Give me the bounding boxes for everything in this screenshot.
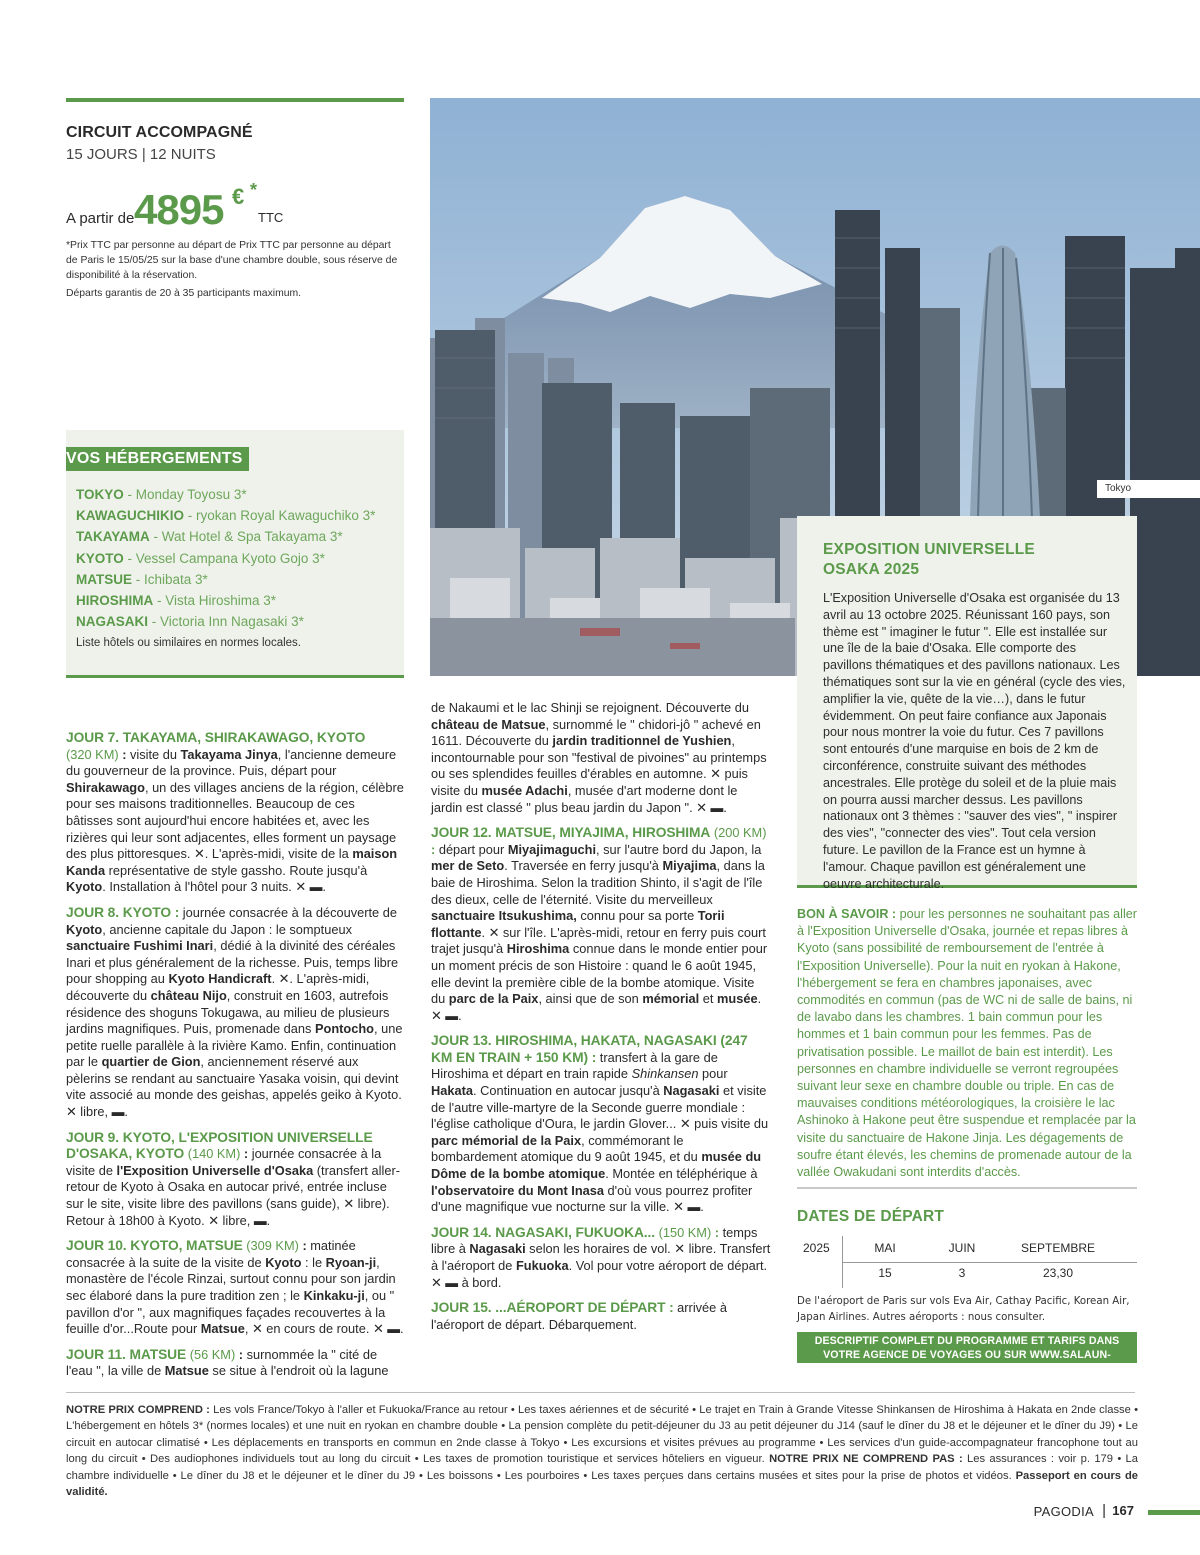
dates-year: 2025 <box>803 1241 830 1255</box>
circuit-title: CIRCUIT ACCOMPAGNÉ <box>66 124 253 141</box>
dates-day: 23,30 <box>1042 1266 1074 1280</box>
day-9: JOUR 9. KYOTO, L'EXPOSITION UNIVERSELLE D'OSAKA, KYOTO (140 KM) : journée consacrée à la visite de l'Exposition Universelle d'Osaka (transfert aller-retour de Kyoto à Osaka en autocar privé, entrée incluse sur le site, visite libre des pavillons (sans guide), ✕ libre). Retour à 18h00 à Kyoto. ✕ libre, ▬. <box>66 1129 400 1228</box>
day-10: JOUR 10. KYOTO, MATSUE (309 KM) : matinée consacrée à la suite de la visite de Kyoto : le Ryoan-ji, monastère de l'école Rinzai, surtout connu pour son jardin sec élaboré dans la pure tradition zen ; le Kinkaku-ji, ou " pavillon d'or ", aux magnifiques façades recouvertes à la feuille d'or...Route pour Matsue, ✕ en cours de route. ✕ ▬. <box>66 1238 404 1337</box>
inclusions-text: NOTRE PRIX COMPREND : Les vols France/Tokyo à l'aller et Fukuoka/France au retour • Les taxes aériennes et de sécurité • Le trajet en Train à Grande Vitesse Shinkansen de Hiroshima à Hakata en 2nde classe • L'hébergement en hôtels 3* (normes locales) et une nuit en ryokan en chambre double • La pension complète du petit-déjeuner du J3 au petit déjeuner du J14 (sauf le dîner du J8 et le déjeuner et le dîner du J9) • Le circuit en autocar climatisé • Les déplacements en transports en commun en 2nde classe à Tokyo • Les excursions et visites prévues au programme • Les services d'un guide-accompagnateur francophone tout au long du circuit • Des audiophones individuels tout au long du circuit • Les taxes de promotion touristique et services hôteliers en vigueur. NOTRE PRIX NE COMPREND PAS : Les assurances : voir p. 179 • La chambre individuelle • Le dîner du J8 et le déjeuner et le dîner du J9 • Les boissons • Les pourboires • Les taxes perçues dans certains musées et sites pour la prise de photos et vidéos. Passeport en cours de validité. <box>66 1404 1138 1499</box>
expo-text: L'Exposition Universelle d'Osaka est organisée du 13 avril au 13 octobre 2025. Réunissant 160 pays, son thème est " imaginer le futur ". Elle est installée sur une île de la baie d'Osaka. Elle comporte des pavillons thématiques et des pavillons nationaux. Les thématiques sont sur la vie en général (cycle des vies, amplifier la vie, quête de la vie…), dans le futur évidemment. On peut faire confiance aux Japonais pour nous montrer la voie du futur. Ces 7 pavillons sont entourés d'une marquise en bois de 2 km de circonférence, construite suivant des méthodes ancestrales. Elle protège du soleil et de la pluie mais on pourra aussi marcher dessus. Les pavillons nationaux ont 3 thèmes : "sauver des vies", " inspirer des vies", "connecter des vies". Tout cela version future. Le pavillon de la France est un hymne à l'amour. Chaque pavillon est généralement une oeuvre architecturale. <box>823 591 1126 891</box>
photo-caption: Tokyo <box>1097 480 1200 498</box>
price-currency: € <box>232 184 245 209</box>
dates-table <box>797 1236 1137 1288</box>
itinerary-column-2 <box>431 700 771 1342</box>
day-8: JOUR 8. KYOTO : journée consacrée à la découverte de Kyoto, ancienne capitale du Japon : le somptueux sanctuaire Fushimi Inari, dédié à la divinité des céréales Inari et plus généralement de la richesse. Puis, temps libre pour shopping au Kyoto Handicraft. ✕. L'après-midi, découverte du château Nijo, construit en 1603, autrefois résidence des shoguns Tokugawa, au milieu de plusieurs jardins magnifiques. Puis, promenade dans Pontocho, une petite ruelle parallèle à la rivière Kamo. Enfin, continuation par le quartier de Gion, anciennement réservé aux pèlerins se rendant au sanctuaire Yasaka voisin, qui devint vite associé au monde des geishas, appelés geiko à Kyoto. ✕ libre, ▬. <box>66 904 403 1120</box>
list-item: MATSUE - Ichibata 3* <box>76 571 208 587</box>
day-15: JOUR 15. ...AÉROPORT DE DÉPART : arrivée à l'aéroport de départ. Débarquement. <box>431 1300 727 1332</box>
page-number: 167 <box>1112 1503 1134 1518</box>
price-amount: 4895 <box>134 186 224 233</box>
price-suffix: TTC <box>258 210 284 225</box>
day-11-continued: de Nakaumi et le lac Shinji se rejoignent. Découverte du château de Matsue, surnommé le " chidori-jô " achevé en 1611. Découverte du jardin traditionnel de Yushien, incontournable pour son "festival de pivoines" au printemps ou ses splendides feuilles d'érables en automne. ✕ puis visite du musée Adachi, musée d'art moderne dont le jardin est classé " plus beau jardin du Japon ". ✕ ▬. <box>431 700 767 815</box>
price-departs: Départs garantis de 20 à 35 participants maximum. <box>66 288 302 299</box>
dates-month: MAI <box>874 1241 896 1255</box>
hotel-list <box>76 484 375 632</box>
hotels-title: VOS HÉBERGEMENTS <box>66 447 249 471</box>
itinerary-column-1 <box>66 730 404 1389</box>
price-asterisk: * <box>250 180 258 200</box>
list-item: HIROSHIMA - Vista Hiroshima 3* <box>76 593 277 609</box>
price-block <box>66 180 396 236</box>
top-accent-rule <box>66 98 404 102</box>
circuit-duration: 15 JOURS | 12 NUITS <box>66 146 216 163</box>
price-prefix: A partir de <box>66 210 135 227</box>
expo-box <box>797 516 1137 891</box>
footer-accent-bar <box>1148 1510 1200 1515</box>
list-item: TOKYO - Monday Toyosu 3* <box>76 487 247 502</box>
good-to-know: BON À SAVOIR : pour les personnes ne souhaitant pas aller à l'Exposition Universelle d'Osaka, journée et repas libres à Kyoto (sans possibilité de remboursement de l'entrée à l'Exposition Universelle). Pour la nuit en ryokan à Hakone, l'hébergement se fera en chambres japonaises, avec commodités en commun (pas de WC ni de salle de bains, ni de lavabo dans les chambres. 1 bain commun pour les hommes et 1 bain commun pour les femmes. Pas de privatisation possible. Le maillot de bain est interdit). Les personnes en chambre individuelle se verront regroupées suivant leur sexe en chambre double ou triple. En cas de mauvaises conditions météorologiques, la croisière le lac Ashinoko à Hakone peut être suspendue et remplacée par la visite du sanctuaire de Hakone Jinja. Les dégagements de soufre étant élevés, les chemins de promenade autour de la vallée Owakudani sont interdits d'accès. <box>797 907 1137 1180</box>
expo-title: EXPOSITION UNIVERSELLE OSAKA 2025 <box>823 541 1035 578</box>
inclusions-divider <box>66 1392 1135 1393</box>
list-item: KAWAGUCHIKIO - ryokan Royal Kawaguchiko 3* <box>76 508 376 524</box>
list-item: KYOTO - Vessel Campana Kyoto Gojo 3* <box>76 550 325 566</box>
dates-day: 3 <box>958 1266 966 1280</box>
dates-title: DATES DE DÉPART <box>797 1208 945 1225</box>
day-11: JOUR 11. MATSUE (56 KM) : surnommée la " cité de l'eau ", la ville de Matsue se situe à l'endroit où la lagune <box>66 1346 389 1379</box>
day-12: JOUR 12. MATSUE, MIYAJIMA, HIROSHIMA (200 KM) : départ pour Miyajimaguchi, sur l'autre bord du Japon, la mer de Seto. Traversée en ferry jusqu'à Miyajima, dans la baie de Hiroshima. Selon la tradition Shinto, il s'agit de l'île des dieux, celle de l'éternité. Visite du merveilleux sanctuaire Itsukushima, connu pour sa porte Torii flottante. ✕ sur l'île. L'après-midi, retour en ferry puis court trajet jusqu'à Hiroshima connue dans le monde entier pour un moment précis de son Histoire : quand le 6 août 1945, elle devint la première cible de la bombe atomique. Visite du parc de la Paix, ainsi que de son mémorial et musée. ✕ ▬. <box>431 825 768 1023</box>
dates-month: JUIN <box>948 1241 976 1255</box>
day-7: JOUR 7. TAKAYAMA, SHIRAKAWAGO, KYOTO (320 KM) : visite du Takayama Jinya, l'ancienne demeure du gouverneur de la province. Puis, départ pour Shirakawago, un des villages anciens de la région, célèbre pour ses maisons traditionnelles. Beaucoup de ces bâtisses sont aujourd'hui encore habitées et, avec les rizières qui leur sont adjacentes, elles forment un paysage des plus pittoresques. ✕. L'après-midi, visite de la maison Kanda représentative de style gassho. Route jusqu'à Kyoto. Installation à l'hôtel pour 3 nuits. ✕ ▬. <box>66 730 404 895</box>
day-14: JOUR 14. NAGASAKI, FUKUOKA... (150 KM) : temps libre à Nagasaki selon les horaires de vol. ✕ libre. Transfert à l'aéroport de Fukuoka. Vol pour votre aéroport de départ. ✕ ▬ à bord. <box>431 1224 771 1290</box>
dates-divider <box>797 1187 1137 1189</box>
price-note: *Prix TTC par personne au départ de Prix TTC par personne au départ de Paris le 15/05/25 sur la base d'une chambre double, sous réserve de disponibilité à la réservation. <box>66 240 398 281</box>
page-footer <box>1000 1502 1200 1522</box>
dates-note: De l'aéroport de Paris sur vols Eva Air, Cathay Pacific, Korean Air, Japan Airlines. Autres aéroports : nous consulter. <box>797 1296 1130 1323</box>
list-item: TAKAYAMA - Wat Hotel & Spa Takayama 3* <box>76 529 343 545</box>
dates-day: 15 <box>878 1266 892 1280</box>
hotels-note: Liste hôtels ou similaires en normes locales. <box>76 637 301 649</box>
footer-separator: | <box>1102 1502 1106 1519</box>
footer-brand: PAGODIA <box>1033 1504 1094 1519</box>
hotels-box <box>66 430 404 678</box>
agency-cta: DESCRIPTIF COMPLET DU PROGRAMME ET TARIFS DANS VOTRE AGENCE DE VOYAGES OU SUR WWW.SALAUN-HOLIDAYS.COM <box>797 1332 1137 1363</box>
list-item: NAGASAKI - Victoria Inn Nagasaki 3* <box>76 614 304 630</box>
day-13: JOUR 13. HIROSHIMA, HAKATA, NAGASAKI (247 KM EN TRAIN + 150 KM) : transfert à la gare de Hiroshima et départ en train rapide Shinkansen pour Hakata. Continuation en autocar jusqu'à Nagasaki et visite de l'autre ville-martyre de la Seconde guerre mondiale : l'église catholique d'Oura, le jardin Glover... ✕ puis visite du parc mémorial de la Paix, commémorant le bombardement atomique du 9 août 1945, et du musée du Dôme de la bombe atomique. Montée en téléphérique à l'observatoire du Mont Inasa d'où vous pourrez profiter d'une magnifique vue nocturne sur la ville. ✕ ▬. <box>431 1033 769 1215</box>
dates-month: SEPTEMBRE <box>1020 1241 1095 1255</box>
